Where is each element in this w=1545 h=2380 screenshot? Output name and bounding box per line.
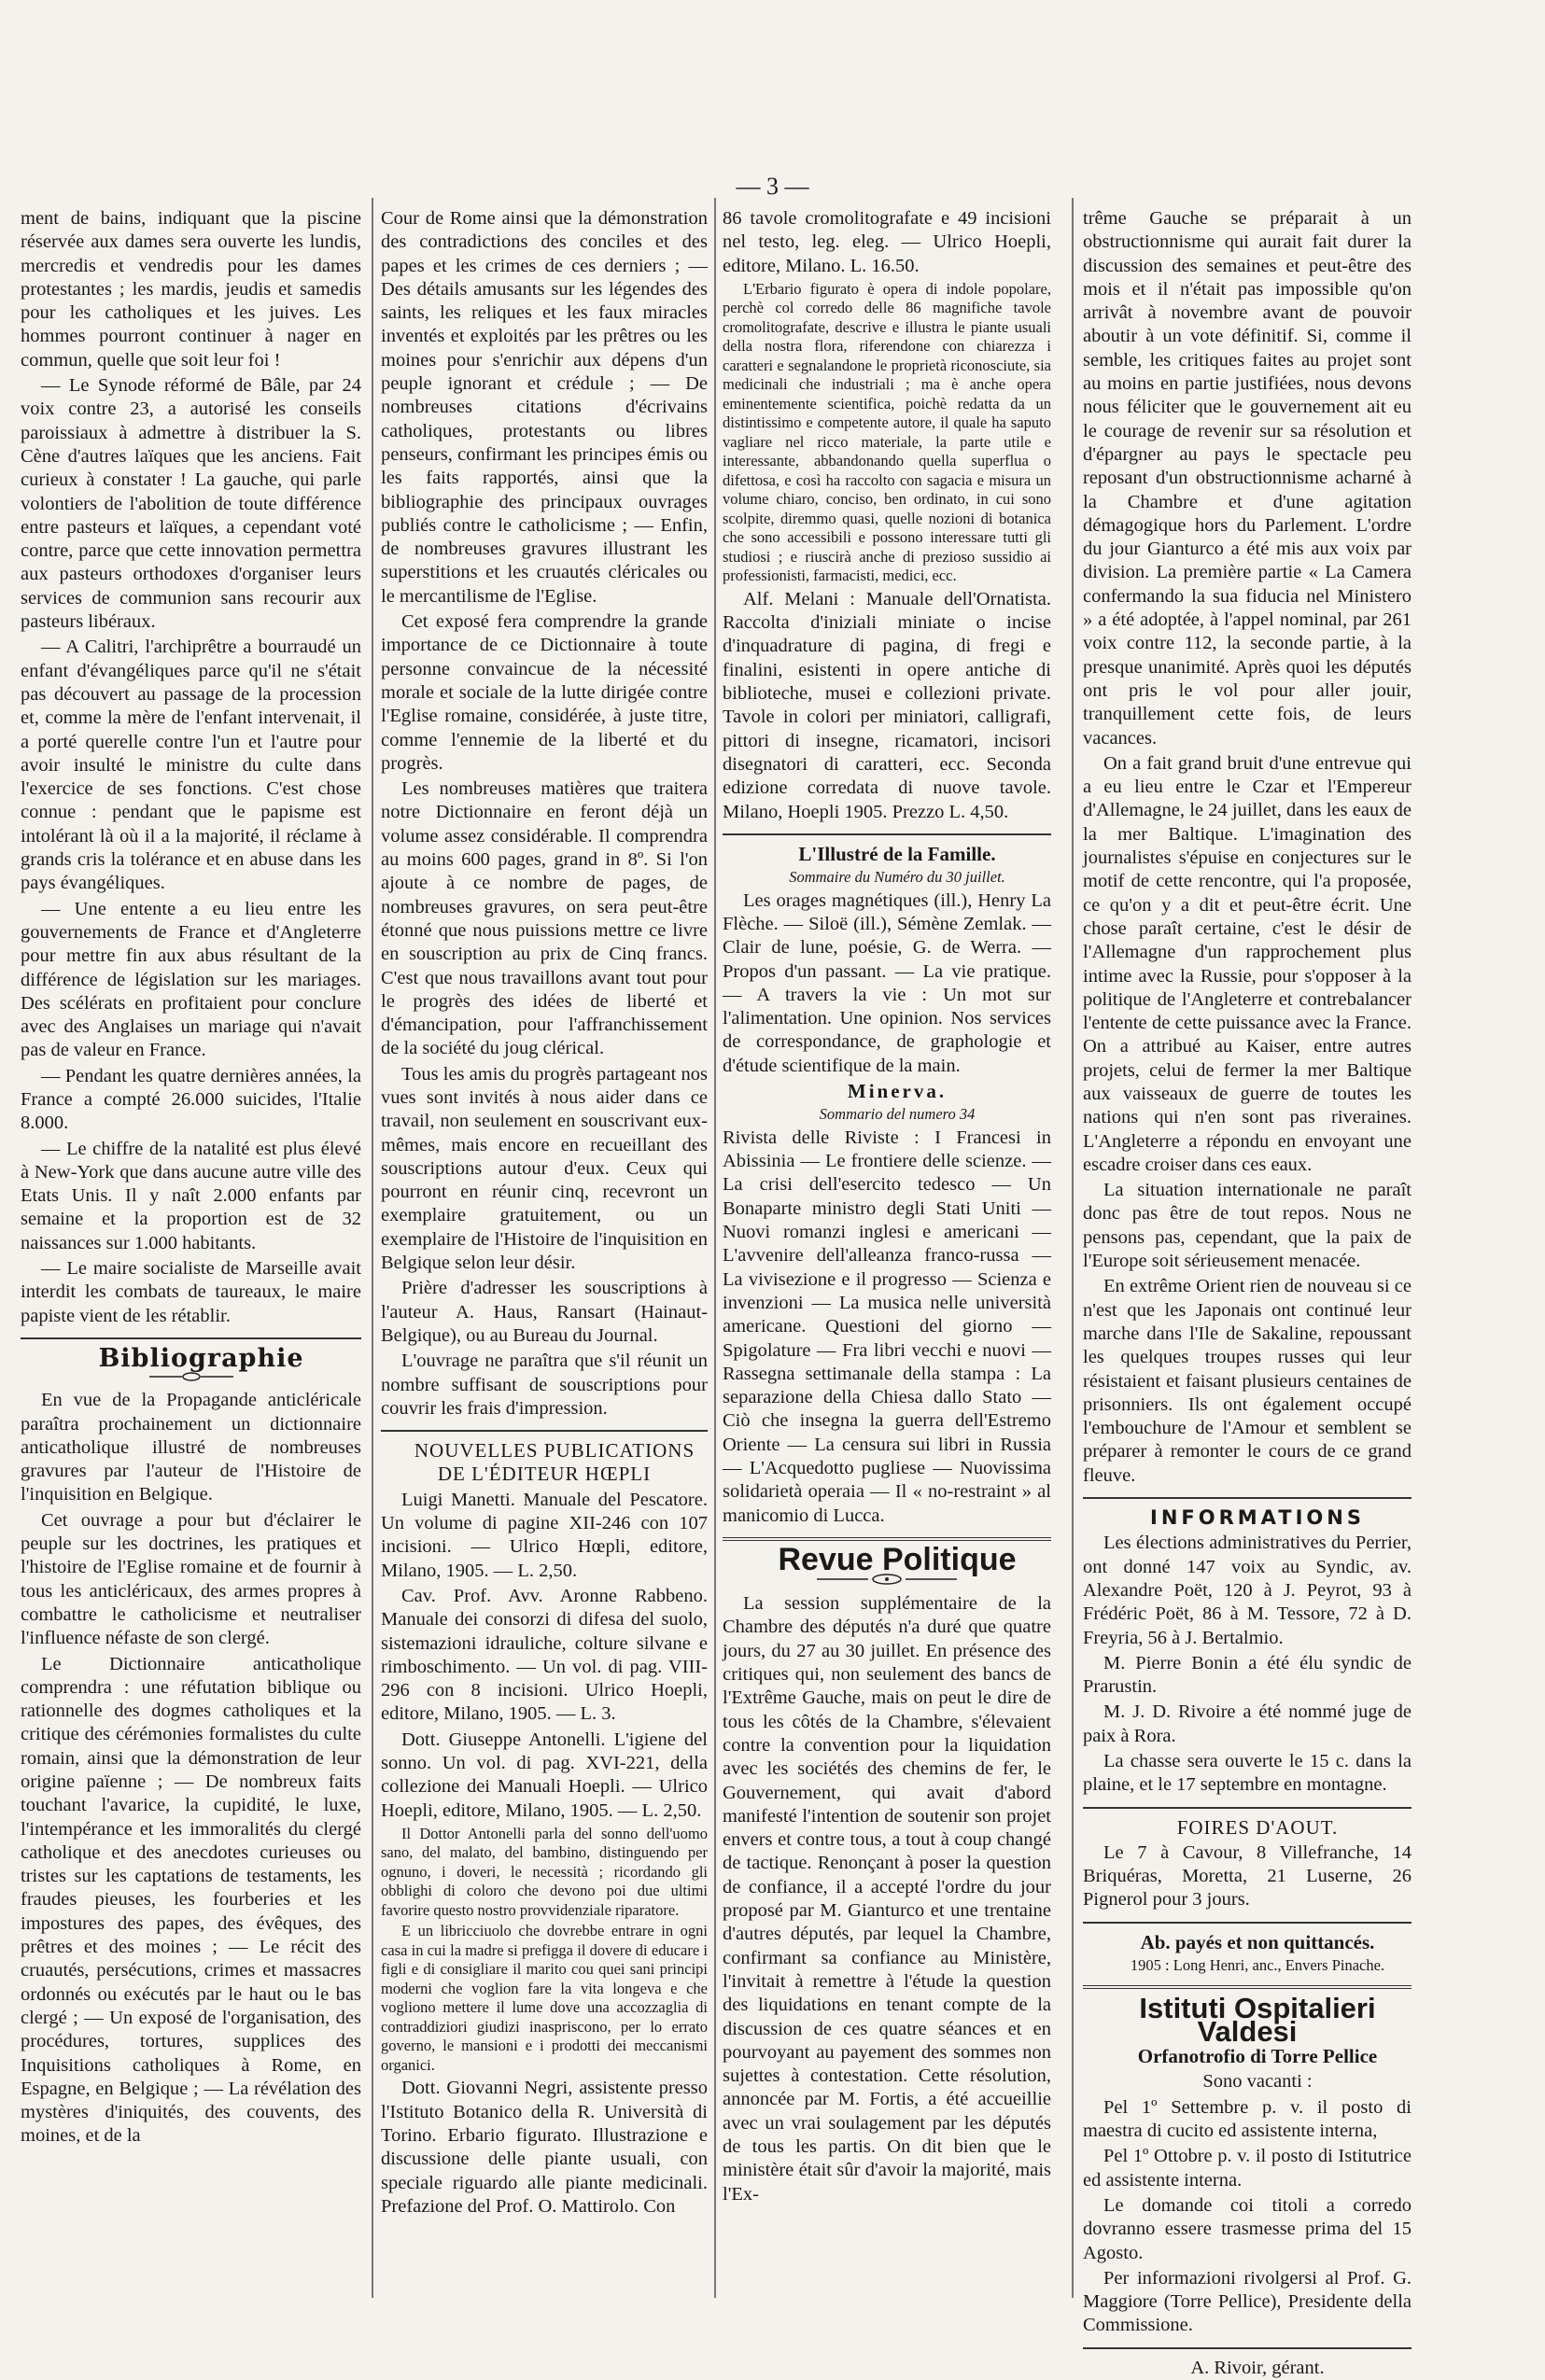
- column-1: [21, 207, 361, 2298]
- news-paragraph: — Le maire socialiste de Marseille avait interdit les combats de taureaux, le maire papiste vient de les rétablir.: [21, 1258, 361, 1326]
- info-paragraph: Le 7 à Cavour, 8 Villefranche, 14 Briquéras, Moretta, 21 Luserne, 26 Pignerol pour 3 jours.: [1083, 1841, 1412, 1911]
- column-rule: [372, 198, 373, 2298]
- ad-subheading: Orfanotrofio di Torre Pellice: [1137, 2045, 1378, 2068]
- info-paragraph: La chasse sera ouverte le 15 c. dans la plaine, et le 17 septembre en montagne.: [1083, 1751, 1412, 1796]
- news-paragraph: En extrême Orient rien de nouveau si ce n'est que les Japonais ont continué leur marche dans l'Ile de Sakaline, repoussant les quelques troupes russes qui leur résistaient et faisant plusieurs centaines de prisonniers. Ils ont également occupé l'embouchure de l'Amour et semblent se préparer à remonter le cours de ce grand fleuve.: [1083, 1276, 1412, 1486]
- publication-entry: 86 tavole cromolitografate e 49 incisioni nel testo, leg. eleg. — Ulrico Hoepli, editore, Milano. L. 16.50.: [723, 208, 1051, 276]
- publication-entry: Dott. Giuseppe Antonelli. L'igiene del sonno. Un vol. di pag. XVI-221, della collezione dei Manuali Hoepli. — Ulrico Hoepli, editore, Milano, 1905. — L. 2,50.: [381, 1729, 708, 1821]
- section-divider: [1083, 1922, 1412, 1924]
- publication-entry: Alf. Melani : Manuale dell'Ornatista. Raccolta d'iniziali miniate o incise d'inquadrature di pagina, di fregi e finalini, esistenti in opere antiche di biblioteche, musei e collezioni private. Tavole in colori per miniatori, calligrafi, pittori di insegne, ricamatori, incisori disegnatori di caratteri, ecc. Seconda edizione corredata di nuove tavole. Milano, Hoepli 1905. Prezzo L. 4,50.: [723, 588, 1051, 822]
- ad-paragraph: Per informazioni rivolgersi al Prof. G. Maggiore (Torre Pellice), Presidente della Commissione.: [1083, 2267, 1412, 2336]
- ad-paragraph: Pel 1º Settembre p. v. il posto di maestra di cucito ed assistente interna,: [1083, 2096, 1412, 2142]
- news-paragraph: ment de bains, indiquant que la piscine réservée aux dames sera ouverte les lundis, mercredis et vendredis pour les dames protestantes ; les mardis, jeudis et samedis pour les catholiques et les juives. Les hommes pourront continuer à nager en commun, quelle que soit leur foi !: [21, 208, 361, 371]
- summary-paragraph: Rivista delle Riviste : I Francesi in Abissinia — Le frontiere delle scienze. — La crisi dell'esercito tedesco — Un Bonaparte ministro degli Stati Uniti — Nuovi romanzi inglesi e americani — L'avvenire dell'alleanza franco-russa — La vivisezione e il progresso — Scienza e invenzioni — La musica nelle università americane. Questioni del giorno — Spigolature — Fra libri vecchi e nuovi — Rassegna settimanale della stampa : La separazione della Chiesa dallo Stato — Ciò che insegna la guerra dell'Estremo Oriente — La censura sui libri in Russia — L'Acquedotto pugliese — Nuovissima solidarietà operaia — Il « no-restraint » al manicomio di Lucca.: [723, 1127, 1051, 1526]
- biblio-paragraph: Les nombreuses matières que traitera notre Dictionnaire en feront déjà un volume assez considérable. Il comprendra au moins 600 pages, grand in 8º. Si l'on ajoute à ce nombre de pages, de nombreuses gravures, on sera peut-être étonné que nous puissions mettre ce livre en souscription au prix de Cinq francs. C'est que nous travaillons avant tout pour le progrès des idées de liberté et d'émancipation, pour l'affranchissement de la société du joug clérical.: [381, 778, 708, 1059]
- news-paragraph: La session supplémentaire de la Chambre des députés n'a duré que quatre jours, du 27 au 30 juillet. En présence des critiques qui, non seulement des bancs de l'Extrême Gauche, mais on peut le dire de tous les côtés de la Chambre, s'élevaient contre la convention pour la liquidation avec les sociétés des chemins de fer, le Gouvernement, qui avait d'abord manifesté l'intention de soutenir son projet envers et contre tous, a tout à coup changé de tactique. Renonçant à poser la question de confiance, il a accepté l'ordre du jour proposé par M. Gianturco et une trentaine d'autres députés, par lequel la Chambre, confirmant sa confiance au Ministère, l'invitait à remettre à l'étude la question des liquidations en tenant compte de la discussion de ces quatre séances et en pourvoyant au payement des sommes non sujettes à contestation. Cette résolution, annoncée par M. Fortis, a été accueillie avec un vrai soulagement par les députés de tous les partis. On dit bien que le ministère était sûr d'avoir la majorité, mais l'Ex-: [723, 1593, 1051, 2205]
- column-3: [723, 207, 1051, 2298]
- publication-note: E un libricciuolo che dovrebbe entrare in ogni casa in cui la madre si prefigga il dovere di educare i figli e di consigliare il marito cou quei sani principi moderni che voglion fare la vita longeva e che vogliono mettere il lume dove una accozzaglia di contraddiziori giudizi inaspriscono, per lo errato governo, le mansioni e i prodotti dei meccanismi organici.: [381, 1922, 708, 2074]
- column-rule: [1072, 198, 1074, 2298]
- ornament-icon: [149, 1372, 233, 1381]
- news-paragraph: On a fait grand bruit d'une entrevue qui a eu lieu entre le Czar et l'Empereur d'Allemagne, le 24 juillet, dans les eaux de la mer Baltique. L'imagination des journalistes s'épuise en conjectures sur le motif de cette rencontre, qui l'a proposée, ce qu'on y a dit et peut-être écrit. Une chose paraît certaine, c'est le désir de l'Allemagne d'un rapprochement plus intime avec la Russie, pour s'opposer à la politique de l'Angleterre et contrebalancer l'entente de cette puissance avec la France. On a attribué au Kaiser, entre autres projets, celui de fermer la mer Baltique aux vaisseaux de guerre de toutes les nations qui n'en sont pas riveraines. L'Angleterre a répondu en envoyant une escadre croiser dans ces eaux.: [1083, 752, 1412, 1175]
- section-divider: [21, 1337, 361, 1339]
- biblio-paragraph: Cour de Rome ainsi que la démonstration des contradictions des conciles et des papes et les crimes de ces derniers ; — Des détails amusants sur les légendes des saints, les reliques et les faux miracles inventés et exploités par les prêtres ou les moines pour s'enrichir aux dépens d'un peuple ignorant et crédule ; — De nombreuses citations d'écrivains catholiques, protestants ou libres penseurs, confirmant les principes émis ou les faits rapportés, ainsi que la bibliographie des principaux ouvrages publiés contre le catholicisme ; — Enfin, de nombreuses gravures illustrant les superstitions et les cruautés cléricales ou le mercantilisme de l'Eglise.: [381, 208, 708, 607]
- biblio-paragraph: Cet ouvrage a pour but d'éclairer le peuple sur les doctrines, les pratiques et l'histoire de l'Eglise romaine et de fournir à tous les anticléricaux, des armes propres à combattre le catholicisme et neutraliser l'influence néfaste de son clergé.: [21, 1509, 361, 1649]
- ad-vacancies: Sono vacanti :: [1202, 2071, 1313, 2093]
- section-divider: [723, 1537, 1051, 1541]
- heading-foires: FOIRES D'AOUT.: [1176, 1815, 1339, 1839]
- biblio-paragraph: Prière d'adresser les souscriptions à l'auteur A. Haus, Ransart (Hainaut-Belgique), ou au Bureau du Journal.: [381, 1278, 708, 1346]
- section-heading-revue-politique: Revue Politique: [778, 1541, 1017, 1577]
- gerant-signature: A. Rivoir, gérant.: [1190, 2357, 1325, 2378]
- ad-heading-istituti: Istituti Ospitalieri Valdesi: [1139, 1991, 1376, 2048]
- column-4: [1083, 207, 1412, 2378]
- subheading-minerva: Sommario del numero 34: [819, 1105, 976, 1124]
- publication-entry: Cav. Prof. Avv. Aronne Rabbeno. Manuale dei consorzi di difesa del suolo, sistemazioni idrauliche, colture silvane e rimboschimento. — Un vol. di pag. VIII-296 con 8 incisioni. Ulrico Hoepli, editore, Milano, 1905. — L. 3.: [381, 1585, 708, 1725]
- subheading-illustre: Sommaire du Numéro du 30 juillet.: [789, 868, 1005, 887]
- biblio-paragraph: Cet exposé fera comprendre la grande importance de ce Dictionnaire à toute personne convaincue de la nécessité morale et sociale de la lutte dirigée contre l'Eglise romaine, considérée, à juste titre, comme l'ennemie de la liberté et du progrès.: [381, 611, 708, 774]
- publication-note: Il Dottor Antonelli parla del sonno dell'uomo sano, del malato, del bambino, distinguendo per ognuno, i doveri, le necessità ; ricordando gli obblighi di coloro che devono poi due ultimi favorire questo nostro provvidenziale riparatore.: [381, 1824, 708, 1919]
- news-paragraph: — Une entente a eu lieu entre les gouvernements de France et d'Angleterre pour mettre fin aux abus résultant de la différence de législation sur les mariages. Des scélérats en profitaient pour conclure avec des Anglaises un mariage qui n'avait pas de valeur en France.: [21, 898, 361, 1061]
- section-heading-bibliographie: Bibliographie: [98, 1343, 304, 1373]
- biblio-paragraph: En vue de la Propagande anticléricale paraîtra prochainement un dictionnaire anticatholique illustré de nombreuses gravures par l'auteur de l'Histoire de l'inquisition en Belgique.: [21, 1390, 361, 1505]
- publication-entry: Luigi Manetti. Manuale del Pescatore. Un volume di pagine XII-246 con 107 incisioni. — Ulrico Hœpli, editore, Milano, 1905. — L. 2,50.: [381, 1489, 708, 1581]
- section-divider: [1083, 1985, 1412, 1989]
- section-divider: [1083, 2347, 1412, 2349]
- section-divider: [723, 833, 1051, 835]
- biblio-paragraph: Tous les amis du progrès partageant nos vues sont invités à nous aider dans ce travail, non seulement en souscrivant eux-mêmes, mais encore en recueillant des souscriptions autour d'eux. Ceux qui pourront en réunir cinq, recevront un exemplaire gratuitement, ou un exemplaire de l'Histoire de l'inquisition en Belgique selon leur désir.: [381, 1063, 708, 1274]
- biblio-paragraph: Le Dictionnaire anticatholique comprendra : une réfutation biblique ou rationnelle des dogmes catholiques et la critique des cérémonies formalistes du culte romain, ainsi que la démonstration de leur origine païenne ; — De nombreux faits touchant l'avarice, la cupidité, le luxe, l'intempérance et les immoralités du clergé catholique et des anecdotes curieuses ou tristes sur les captations de testaments, les fraudes pieuses, les fourberies et les impostures des papes, des évêques, des prêtres et des moines ; — Le récit des cruautés, persécutions, crimes et massacres ordonnés ou exécutés par le haut ou le bas clergé ; — Un exposé de l'organisation, des procédures, tortures, supplices des Inquisitions catholiques à Rome, en Espagne, en Belgique ; — La révélation des mystères d'iniquités, des couvents, des moines, et de la: [21, 1653, 361, 2147]
- news-paragraph: La situation internationale ne paraît donc pas être de tout repos. Nous ne pensons pas, cependant, que la paix de l'Europe soit sérieusement menacée.: [1083, 1180, 1412, 1272]
- heading-abonnements: Ab. payés et non quittancés.: [1140, 1930, 1375, 1953]
- news-paragraph: — Le Synode réformé de Bâle, par 24 voix contre 23, a autorisé les conseils paroissiaux à admettre à distribuer la S. Cène d'autres laïques que les anciens. Fait curieux à constater ! La gauche, qui parle volontiers de l'abolition de toute différence entre pasteurs et laïques, a cependant voté contre, parce que cette innovation permettra aux pasteurs orthodoxes d'organiser leurs services de communion sans recourir aux pasteurs libéraux.: [21, 375, 361, 633]
- news-paragraph: trême Gauche se préparait à un obstructionnisme qui aurait fait durer la discussion des semaines et peut-être des mois et il n'était pas impossible qu'on arrivât à novembre avant de pouvoir aboutir à un vote définitif. Si, comme il semble, les critiques faites au projet sont au moins en partie justifiées, nous devons nous féliciter que le gouvernement ait eu le courage de revenir sur sa résolution et d'épargner au pays le spectacle peu reposant d'un obstructionnisme acharné à la Chambre et d'une agitation démagogique hors du Parlement. L'ordre du jour Gianturco a été mis aux voix par division. La première partie « La Camera confermando la sua fiducia nel Ministero » a été adoptée, à l'appel nominal, par 261 voix contre 112, la seconde partie, à la presque unanimité. Après quoi les députés ont pris le vol pour aller jouir, tranquillement cette fois, de leurs vacances.: [1083, 208, 1412, 749]
- biblio-paragraph: L'ouvrage ne paraîtra que s'il réunit un nombre suffisant de souscriptions pour couvrir les frais d'impression.: [381, 1351, 708, 1419]
- news-paragraph: — A Calitri, l'archiprêtre a bourraudé un enfant d'évangéliques parce qu'il ne s'était pas découvert au passage de la procession et, comme la mère de l'enfant intervenait, il a porté querelle contre l'un et l'autre pour avoir insulté le ministre du culte dans l'exercice de ses fonctions. C'est chose connue : pendant que le papisme est intolérant là où il a la majorité, il réclame à grands cris la tolérance et en abuse dans les pays évangéliques.: [21, 637, 361, 894]
- column-rule: [714, 198, 716, 2298]
- page-number: — 3 —: [736, 173, 809, 200]
- news-paragraph: — Pendant les quatre dernières années, la France a compté 26.000 suicides, l'Italie 8.000.: [21, 1065, 361, 1134]
- news-paragraph: — Le chiffre de la natalité est plus élevé à New-York que dans aucune autre ville des Etats Unis. Il y naît 2.000 enfants par semaine et la proportion est de 32 naissances sur 1.000 habitants.: [21, 1138, 361, 1253]
- publication-entry: Dott. Giovanni Negri, assistente presso l'Istituto Botanico della R. Università di Torino. Erbario figurato. Illustrazione e discussione delle piante usuali, con speciale riguardo alle piante medicinali. Prefazione del Prof. O. Mattirolo. Con: [381, 2078, 708, 2217]
- section-divider: [1083, 1807, 1412, 1809]
- heading-minerva: Minerva.: [847, 1080, 948, 1103]
- section-heading-informations: INFORMATIONS: [1150, 1506, 1365, 1530]
- section-divider: [1083, 1497, 1412, 1499]
- summary-paragraph: Les orages magnétiques (ill.), Henry La Flèche. — Siloë (ill.), Sémène Zemlak. — Clair de lune, poésie, G. de Werra. — Propos d'un passant. — La vie pratique. — A travers la vie : Un mot sur l'alimentation. Une opinion. Nos services de correspondance, de graphologie et d'étude scientifique de la main.: [723, 889, 1051, 1076]
- abonnements-line: 1905 : Long Henri, anc., Envers Pinache.: [1130, 1956, 1385, 1975]
- section-heading-nouvelles: NOUVELLES PUBLICATIONS DE L'ÉDITEUR HŒPLI: [414, 1439, 695, 1486]
- section-divider: [381, 1430, 708, 1432]
- ad-paragraph: Pel 1º Ottobre p. v. il posto di Istitutrice ed assistente interna.: [1083, 2146, 1412, 2191]
- ad-paragraph: Le domande coi titoli a corredo dovranno essere trasmesse prima del 15 Agosto.: [1083, 2194, 1412, 2263]
- column-2: [381, 207, 708, 2298]
- info-paragraph: Les élections administratives du Perrier, ont donné 147 voix au Syndic, av. Alexandre Poët, 120 à J. Peyrot, 93 à Frédéric Poët, 86 à M. Tessore, 72 à D. Freyria, 56 à J. Bertalmio.: [1083, 1533, 1412, 1648]
- publication-note: L'Erbario figurato è opera di indole popolare, perchè col corredo delle 86 magnifiche tavole cromolitografate, descrive e illustra le piante usuali della nostra flora, riferendone con chiarezza i caratteri e segnalandone le proprietà riconosciute, sia medicinali che industriali ; ma è anche opera eminentemente scientifica, poichè redatta da un distintissimo e competente autore, il quale ha saputo vagliare nel ricco materiale, la parte utile e interessante, abbandonando quella superflua o difettosa, e così ha raccolto con sagacia e misura un volume chiaro, conciso, ben ordinato, in cui sono scolpite, diremmo quasi, quelle nozioni di botanica che sono accessibili e possono interessare tutti gli studiosi ; e riuscirà anche di prezioso sussidio ai professionisti, farmacisti, medici, ecc.: [723, 279, 1051, 585]
- info-paragraph: M. Pierre Bonin a été élu syndic de Prarustin.: [1083, 1652, 1412, 1698]
- info-paragraph: M. J. D. Rivoire a été nommé juge de paix à Rora.: [1083, 1701, 1412, 1746]
- heading-illustre: L'Illustré de la Famille.: [798, 842, 996, 865]
